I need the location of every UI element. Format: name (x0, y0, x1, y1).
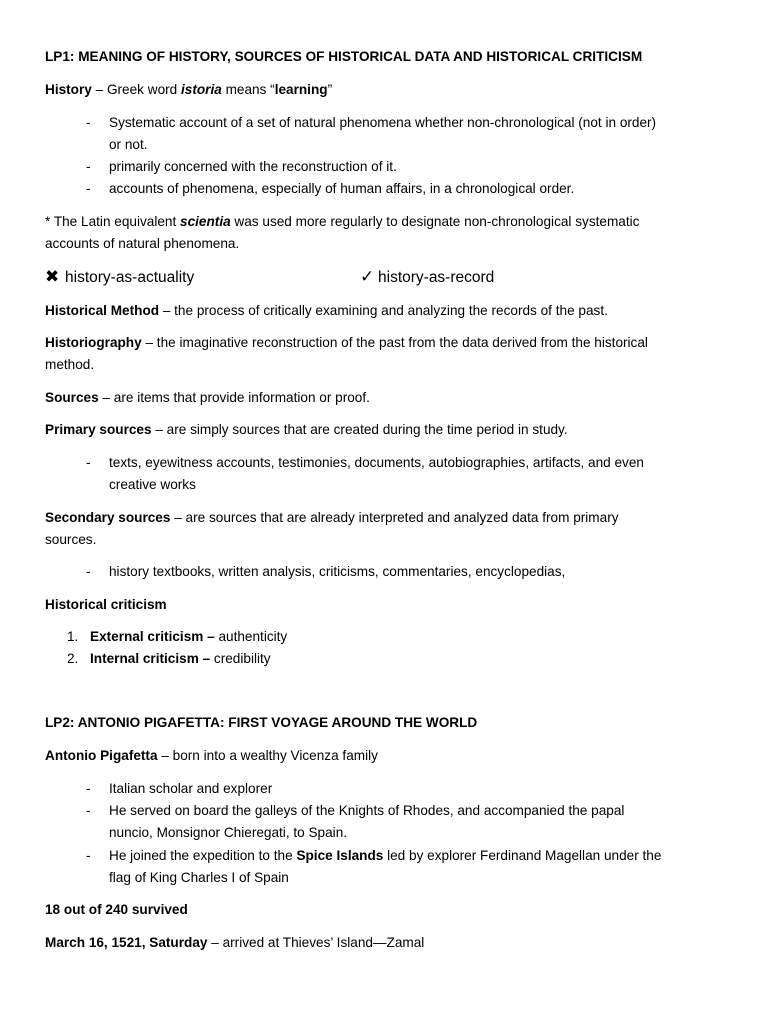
historical-criticism-heading: Historical criticism (45, 597, 167, 612)
bullet-dash: - (86, 115, 91, 130)
lp1-title: LP1: MEANING OF HISTORY, SOURCES OF HISTORICAL DATA AND HISTORICAL CRITICISM (45, 49, 643, 64)
secondary-sources-definition: Secondary sources – are sources that are already interpreted and analyzed data from primary (45, 510, 619, 525)
history-term: History (45, 82, 92, 97)
history-bullet-1: Systematic account of a set of natural phenomena whether non-chronological (not in order) (109, 115, 657, 130)
pigafetta-bullet-3: He joined the expedition to the Spice Islands led by explorer Ferdinand Magellan under the (109, 848, 662, 863)
history-as-actuality: ✖ history-as-actuality (45, 267, 195, 286)
secondary-sources-examples: history textbooks, written analysis, criticisms, commentaries, encyclopedias, (109, 564, 566, 579)
historiography-definition: Historiography – the imaginative reconstruction of the past from the data derived from the historical (45, 335, 648, 350)
check-mark-icon: ✓ (360, 267, 375, 286)
x-mark-icon: ✖ (45, 267, 60, 286)
history-bullet-2: primarily concerned with the reconstruction of it. (109, 159, 397, 174)
history-bullet-3: accounts of phenomena, especially of human affairs, in a chronological order. (109, 181, 575, 196)
internal-criticism-item: Internal criticism – credibility (90, 651, 271, 666)
bullet-dash: - (86, 803, 91, 818)
spice-islands-term: Spice Islands (296, 848, 384, 863)
pigafetta-bullet-2-cont: nuncio, Monsignor Chieregati, to Spain. (109, 825, 348, 840)
pigafetta-bullet-2: He served on board the galleys of the Knights of Rhodes, and accompanied the papal (109, 803, 625, 818)
bullet-dash: - (86, 455, 91, 470)
history-as-record: ✓ history-as-record (360, 267, 495, 286)
scientia-word: scientia (180, 214, 231, 229)
istoria-word: istoria (181, 82, 222, 97)
bullet-dash: - (86, 181, 91, 196)
march-16-entry: March 16, 1521, Saturday – arrived at Thieves’ Island—Zamal (45, 935, 425, 950)
historiography-cont: method. (45, 357, 95, 372)
lp2-title: LP2: ANTONIO PIGAFETTA: FIRST VOYAGE AROUND THE WORLD (45, 715, 478, 730)
pigafetta-bullet-3-cont: flag of King Charles I of Spain (109, 870, 289, 885)
survived-count: 18 out of 240 survived (45, 902, 188, 917)
history-definition: History – Greek word istoria means “learning” (45, 82, 333, 97)
pigafetta-bullet-1: Italian scholar and explorer (109, 781, 273, 796)
list-number: 2. (67, 651, 79, 666)
primary-sources-examples: texts, eyewitness accounts, testimonies, documents, autobiographies, artifacts, and even (109, 455, 644, 470)
primary-sources-examples-cont: creative works (109, 477, 196, 492)
bullet-dash: - (86, 781, 91, 796)
external-criticism-item: External criticism – authenticity (90, 629, 288, 644)
historical-method-definition: Historical Method – the process of critically examining and analyzing the records of the past. (45, 303, 608, 318)
history-bullet-1-cont: or not. (109, 137, 148, 152)
primary-sources-definition: Primary sources – are simply sources that are created during the time period in study. (45, 422, 568, 437)
latin-note-cont: accounts of natural phenomena. (45, 236, 240, 251)
secondary-sources-cont: sources. (45, 532, 97, 547)
list-number: 1. (67, 629, 79, 644)
learning-word: learning (274, 82, 328, 97)
bullet-dash: - (86, 159, 91, 174)
bullet-dash: - (86, 564, 91, 579)
pigafetta-definition: Antonio Pigafetta – born into a wealthy Vicenza family (45, 748, 378, 763)
bullet-dash: - (86, 848, 91, 863)
sources-definition: Sources – are items that provide information or proof. (45, 390, 370, 405)
latin-note: * The Latin equivalent scientia was used more regularly to designate non-chronological systematic (45, 214, 640, 229)
